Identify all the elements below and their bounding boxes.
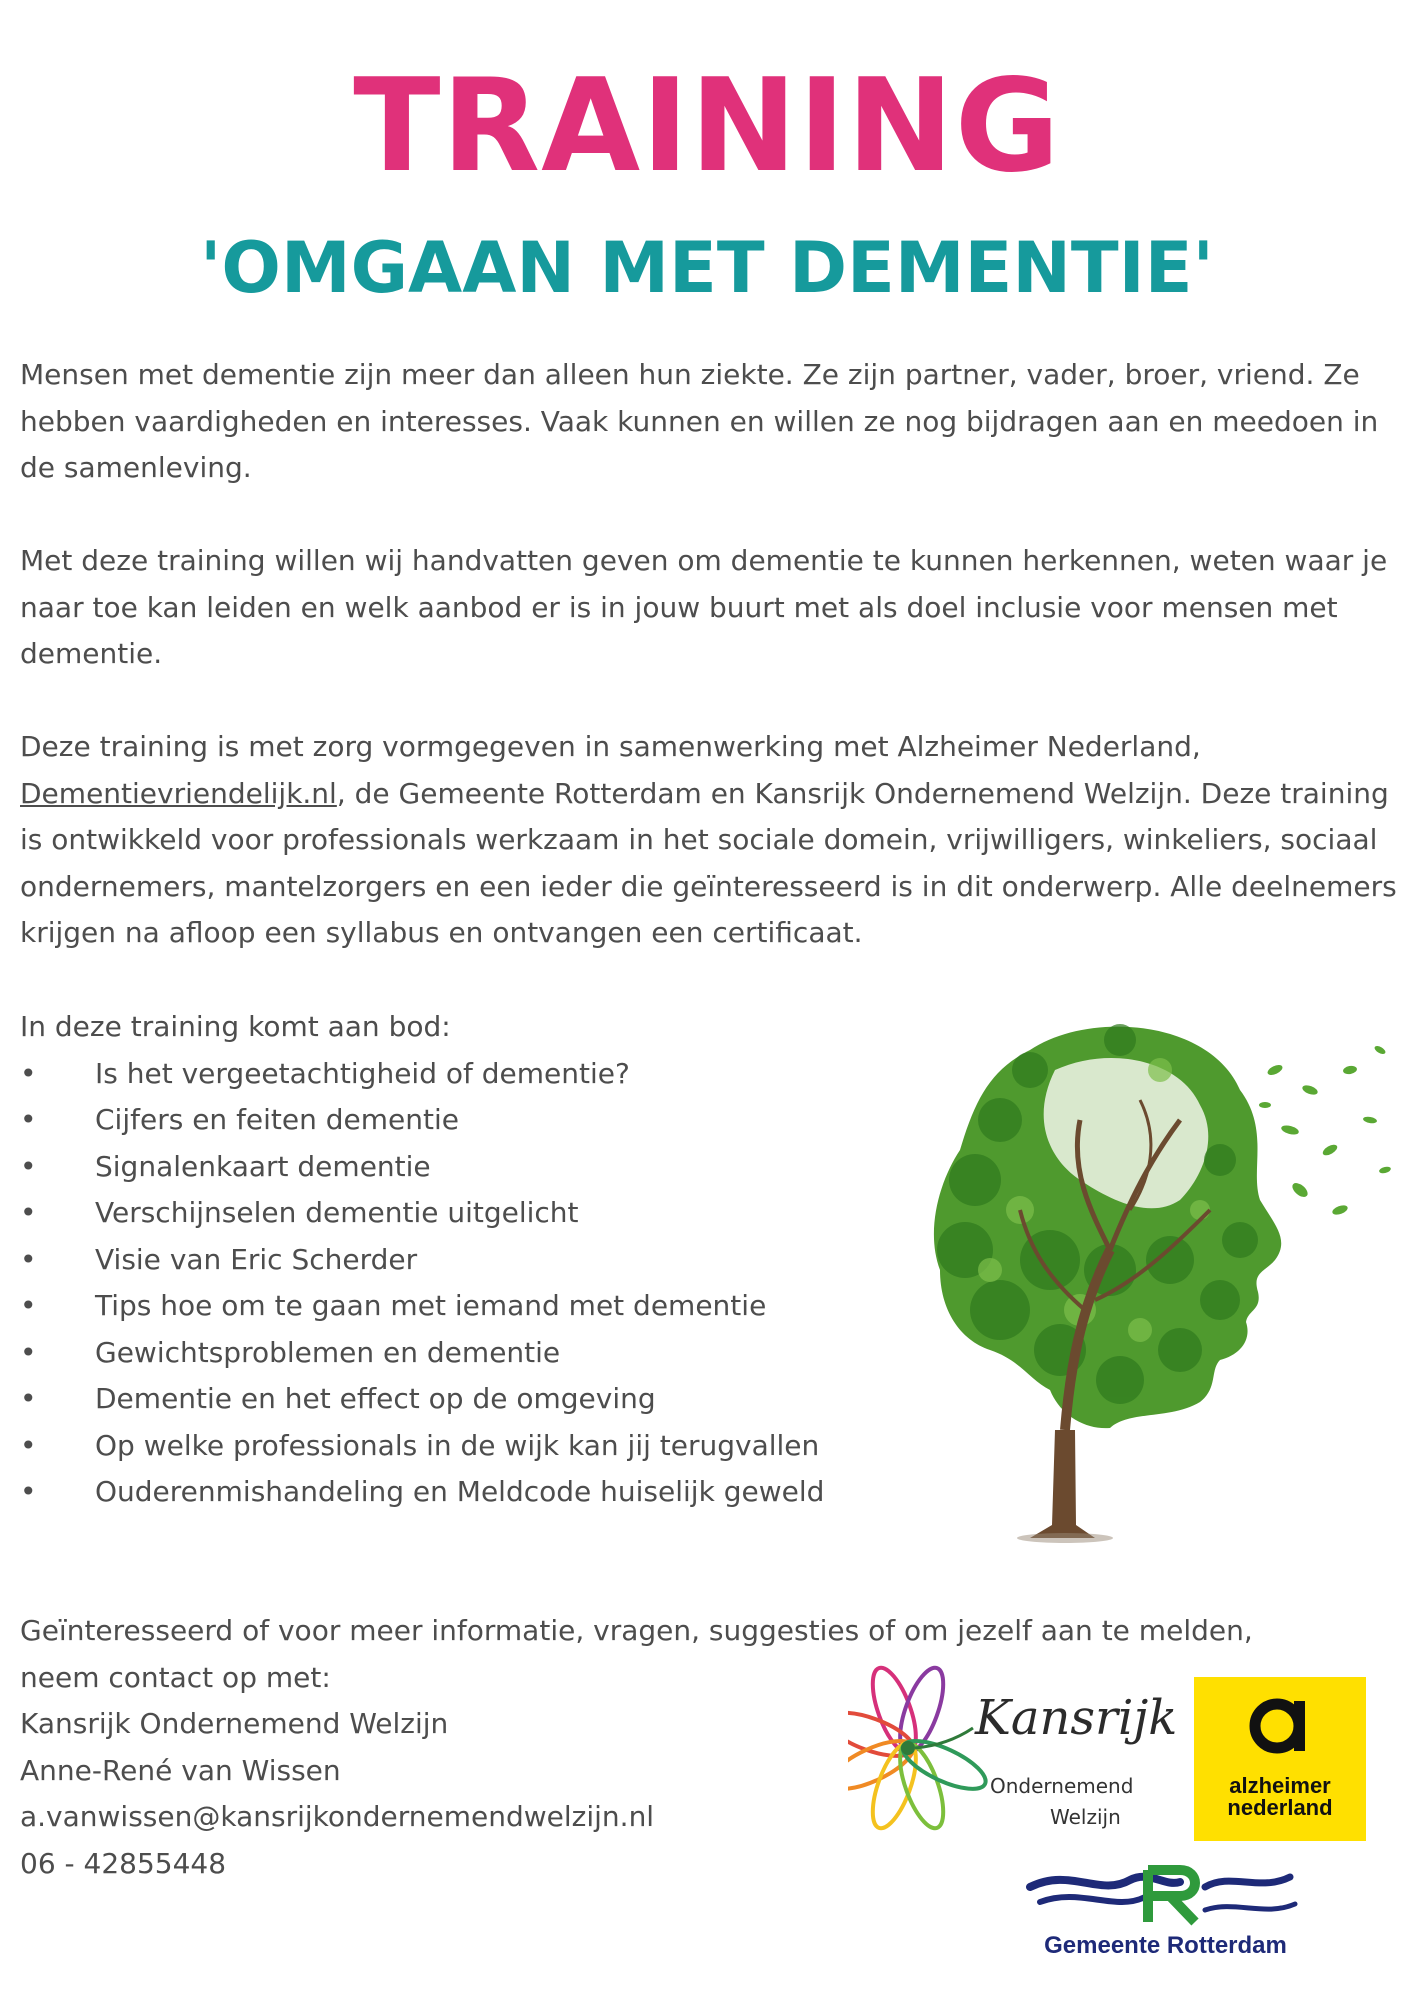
bullet-icon: •	[20, 1335, 37, 1369]
intro-paragraph-2-text: Met deze training willen wij handvatten geven om dementie te kunnen herkennen, weten waar je naar toe kan leiden en welk aanbod er is in jouw buurt met als doel inclusie voor mensen met dementie.	[20, 544, 1388, 670]
list-item	[20, 1469, 920, 1516]
intro-paragraph-3	[20, 724, 1405, 957]
page-subtitle: 'OMGAAN MET DEMENTIE'	[200, 227, 1214, 309]
topics-heading: In deze training komt aan bod:	[20, 1010, 451, 1043]
list-item	[20, 1330, 920, 1377]
list-item	[20, 1423, 920, 1470]
paragraph-3-rest: , de Gemeente Rotterdam en Kansrijk Ondernemend Welzijn. Deze training is ontwikkeld voor professionals werkzaam in het sociale domein, vrijwilligers, winkeliers, sociaal ondernemers, mantelzorgers en een ieder die geïnteresseerd is in dit onderwerp. Alle deelnemers krijgen na afloop een syllabus en ontvangen een certificaat.	[20, 776, 1397, 949]
dementievriendelijk-link[interactable]: Dementievriendelijk.nl	[20, 776, 337, 810]
bullet-icon: •	[20, 1428, 37, 1462]
list-item	[20, 1097, 920, 1144]
tree-trunk	[1030, 1430, 1095, 1538]
intro-paragraph-1	[20, 352, 1405, 492]
topic-text: Dementie en het effect op de omgeving	[95, 1382, 656, 1415]
flying-leaves	[1259, 1044, 1392, 1216]
kansrijk-logo-sub1: Ondernemend	[990, 1774, 1134, 1798]
contact-person: Anne-René van Wissen	[20, 1753, 341, 1787]
kansrijk-logo-name: Kansrijk	[975, 1690, 1178, 1746]
contact-phone[interactable]: 06 - 42855448	[20, 1846, 227, 1880]
alzheimer-logo-text	[1194, 1775, 1366, 1819]
list-item	[20, 1376, 920, 1423]
alzheimer-nederland-logo	[1194, 1677, 1366, 1841]
rotterdam-logo-text: Gemeente Rotterdam	[1044, 1932, 1287, 1959]
topic-text: Is het vergeetachtigheid of dementie?	[95, 1056, 630, 1090]
contact-email[interactable]: a.vanwissen@kansrijkondernemendwelzijn.nl	[20, 1800, 655, 1833]
contact-intro-line-2: neem contact op met:	[20, 1660, 331, 1694]
kansrijk-logo-sub2: Welzijn	[1050, 1805, 1121, 1829]
bullet-icon: •	[20, 1475, 37, 1508]
topics-list	[20, 1051, 920, 1516]
list-item	[20, 1051, 920, 1098]
bullet-icon: •	[20, 1196, 37, 1229]
paragraph-3-start: Deze training is met zorg vormgegeven in samenwerking met Alzheimer Nederland,	[20, 730, 1201, 763]
topic-text: Cijfers en feiten dementie	[95, 1103, 460, 1136]
topics-section	[20, 1004, 920, 1516]
list-item	[20, 1237, 920, 1284]
tree-head-illustration	[880, 1010, 1400, 1550]
tree-shadow	[1017, 1533, 1113, 1543]
bullet-icon: •	[20, 1289, 37, 1322]
topic-text: Gewichtsproblemen en dementie	[95, 1335, 561, 1369]
bullet-icon: •	[20, 1149, 37, 1183]
page-title: TRAINING	[353, 52, 1061, 201]
bullet-icon: •	[20, 1103, 37, 1136]
topic-text: Tips hoe om te gaan met iemand met dementie	[95, 1289, 767, 1322]
alzheimer-a-icon	[1247, 1691, 1313, 1757]
alzheimer-logo-line2: nederland	[1227, 1795, 1333, 1820]
list-item	[20, 1283, 920, 1330]
list-item	[20, 1190, 920, 1237]
bullet-icon: •	[20, 1242, 37, 1276]
topic-text: Visie van Eric Scherder	[95, 1242, 418, 1276]
bullet-icon: •	[20, 1056, 37, 1090]
list-item	[20, 1144, 920, 1191]
alzheimer-logo-line1: alzheimer	[1229, 1773, 1331, 1798]
contact-intro-line: Geïnteresseerd of voor meer informatie, vragen, suggesties of om jezelf aan te melden,	[20, 1614, 1253, 1647]
contact-organisation: Kansrijk Ondernemend Welzijn	[20, 1707, 449, 1740]
topic-text: Ouderenmishandeling en Meldcode huiselijk geweld	[95, 1475, 825, 1508]
bullet-icon: •	[20, 1382, 37, 1415]
topic-text: Signalenkaart dementie	[95, 1149, 431, 1183]
topic-text: Op welke professionals in de wijk kan jij terugvallen	[95, 1428, 820, 1462]
intro-paragraph-2	[20, 538, 1405, 678]
tree-canopy-head	[934, 1024, 1281, 1428]
topic-text: Verschijnselen dementie uitgelicht	[95, 1196, 579, 1229]
intro-paragraph-1-text: Mensen met dementie zijn meer dan alleen hun ziekte. Ze zijn partner, vader, broer, vriend. Ze hebben vaardigheden en interesses. Vaak kunnen en willen ze nog bijdragen aan en meedoen in de samenleving.	[20, 358, 1379, 484]
